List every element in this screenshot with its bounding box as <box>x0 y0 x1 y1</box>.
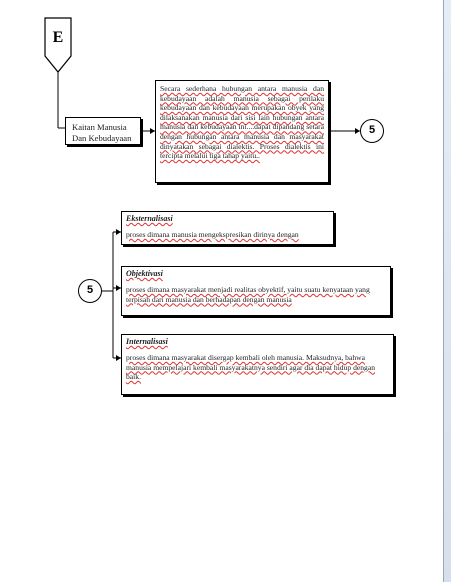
workspace-background <box>444 0 451 582</box>
off-page-connector-label: E <box>52 29 64 46</box>
stage-2-text: proses dimana masyarakat menjadi realitas obyektif, yaitu suatu kenyataan yang terpisah dari manusia dan berhadapan dengan manusia <box>126 285 370 304</box>
stage-2-title: Objektivasi <box>126 269 163 278</box>
topic-box <box>65 117 141 145</box>
topic-line-1: Kaitan Manusia <box>72 122 127 132</box>
stage-1-text: proses dimana manusia mengekspresikan dirinya dengan <box>126 230 299 239</box>
off-page-reference-circle-top: 5 <box>360 119 384 143</box>
stage-3-title: Internalisasi <box>126 337 168 346</box>
description-text: Secara sederhana hubungan antara manusia dan kebudayaan adalah manusia sebagai perilaku kebudayaan dan kebudayaan merupakan obyek yang dilaksanakan manusia dari sisi lain hubungan antara manusia dan kebudayaan ini....dapat dipandang setara dengan hubungan antara manusia dan masyarakat dinyatakan sebagai dialektis. Proses dialektis ini tercipta melalui tiga tahap yaitu.. <box>160 84 324 161</box>
stage-3-text: proses dimana masyarakat disergap kembali oleh manusia. Maksudnya, bahwa manusia mempelajari kembali masyarakatnya sendiri agar dia dapat hidup dengan baik. <box>126 353 376 382</box>
stage-box-objektivasi <box>121 266 391 316</box>
stage-box-eksternalisasi <box>121 211 334 245</box>
stage-box-internalisasi <box>121 334 394 395</box>
stage-1-title: Eksternalisasi <box>126 214 173 223</box>
topic-line-2: Dan Kebudayaan <box>72 132 132 143</box>
off-page-reference-circle-left: 5 <box>78 279 102 303</box>
description-box <box>155 80 329 183</box>
